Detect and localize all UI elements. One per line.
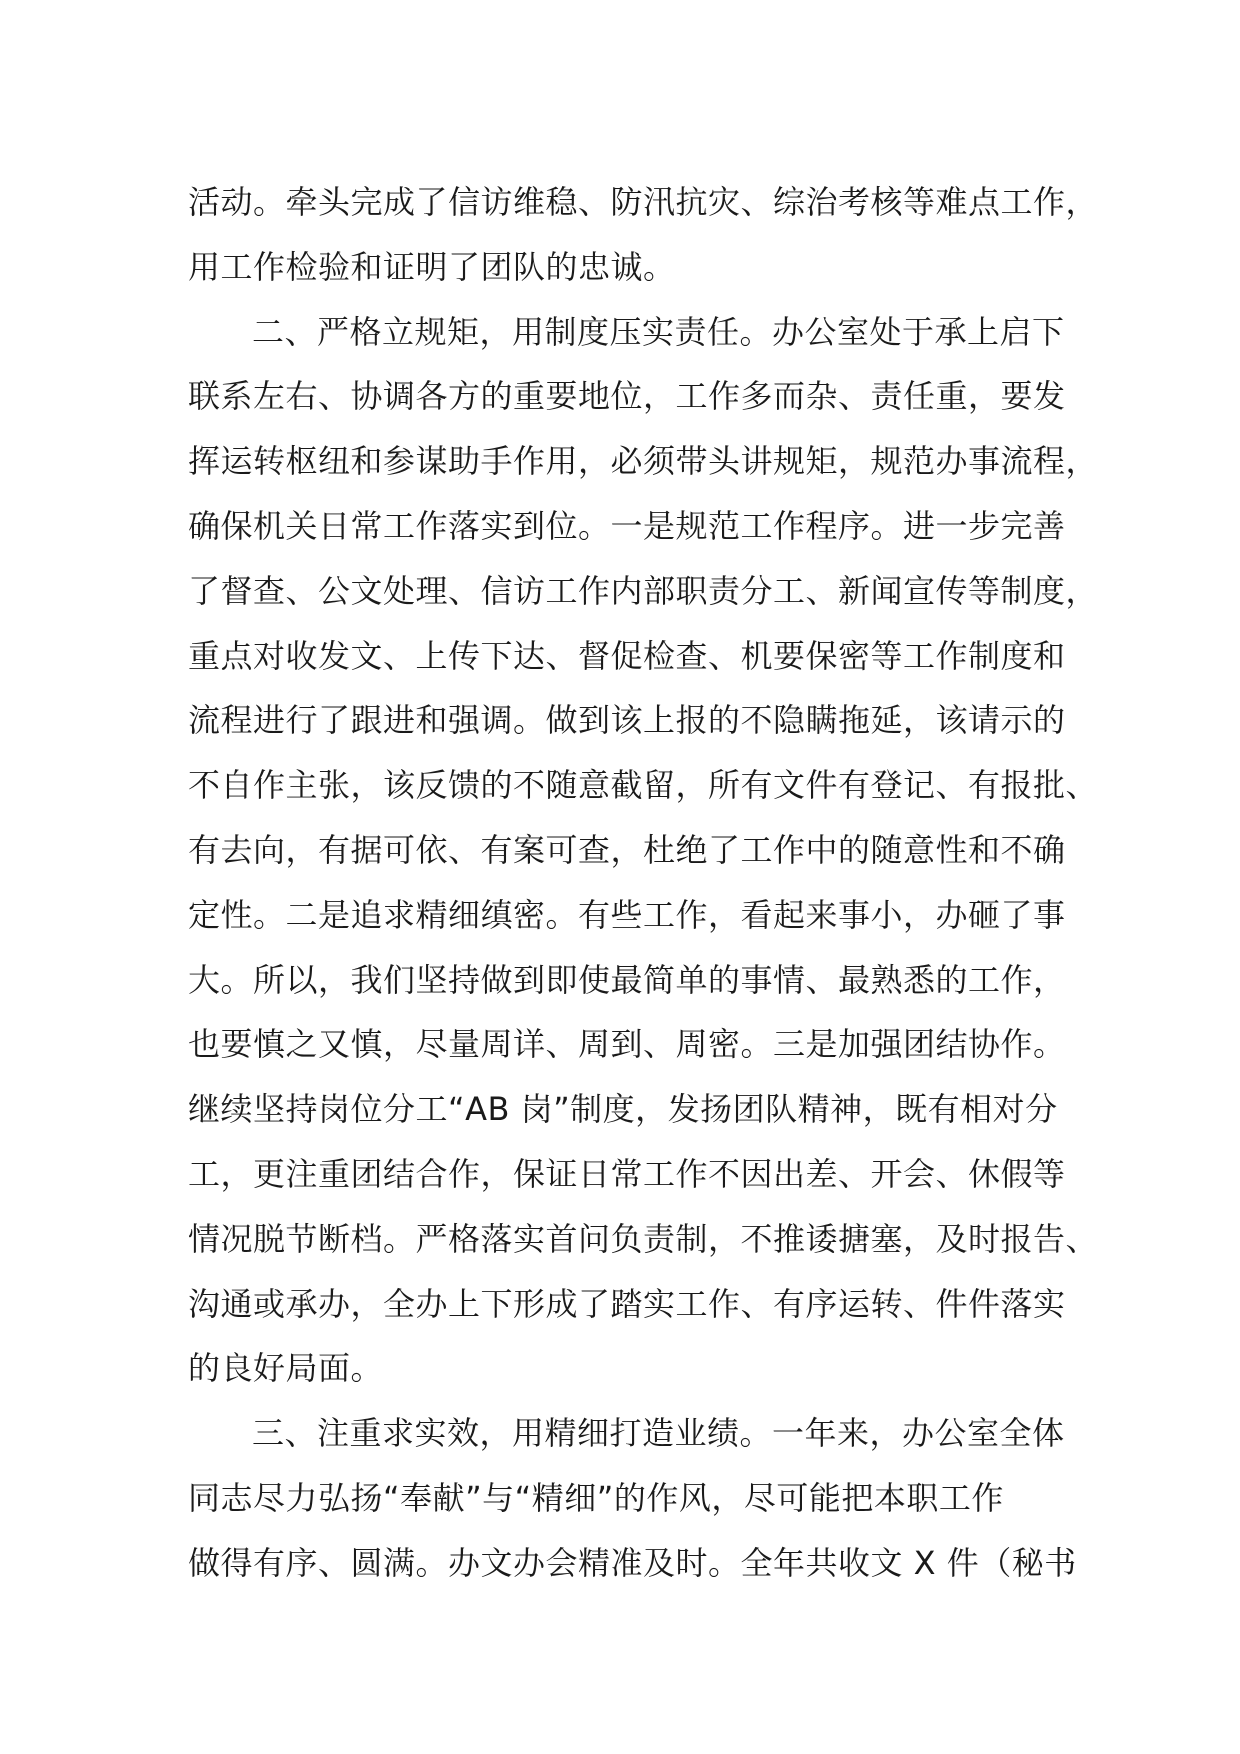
text-line: 同志尽力弘扬“奉献”与“精细”的作风，尽可能把本职工作 (188, 1478, 1004, 1517)
text-line: 的良好局面。 (188, 1349, 384, 1388)
text-line: 确保机关日常工作落实到位。一是规范工作程序。进一步完善 (188, 506, 1066, 545)
text-line: 大。所以，我们坚持做到即使最简单的事情、最熟悉的工作， (188, 960, 1066, 999)
text-line: 活动。牵头完成了信访维稳、防汛抗灾、综治考核等难点工作， (188, 183, 1099, 221)
text-line: 流程进行了跟进和强调。做到该上报的不隐瞒拖延，该请示的 (188, 701, 1066, 740)
document-body (188, 170, 1099, 1596)
text-line: 联系左右、协调各方的重要地位，工作多而杂、责任重，要发 (188, 377, 1066, 416)
section-heading-line: 三、注重求实效，用精细打造业绩。一年来，办公室全体 (252, 1414, 1065, 1453)
text-line: 不自作主张，该反馈的不随意截留，所有文件有登记、有报批、 (188, 766, 1099, 805)
text-line: 情况脱节断档。严格落实首问负责制，不推诿搪塞，及时报告、 (188, 1219, 1099, 1258)
text-line: 也要慎之又慎，尽量周详、周到、周密。三是加强团结协作。 (188, 1025, 1066, 1064)
text-line: 继续坚持岗位分工“AB 岗”制度，发扬团队精神，既有相对分 (188, 1090, 1058, 1129)
text-line: 工，更注重团结合作，保证日常工作不因出差、开会、休假等 (188, 1154, 1066, 1193)
text-line: 沟通或承办，全办上下形成了踏实工作、有序运转、件件落实 (188, 1284, 1066, 1323)
text-line: 了督查、公文处理、信访工作内部职责分工、新闻宣传等制度， (188, 571, 1099, 610)
text-line: 做得有序、圆满。办文办会精准及时。全年共收文 X 件（秘书 (188, 1543, 1077, 1582)
text-line: 重点对收发文、上传下达、督促检查、机要保密等工作制度和 (188, 636, 1066, 675)
text-line: 挥运转枢纽和参谋助手作用，必须带头讲规矩，规范办事流程， (188, 442, 1099, 481)
section-heading-line: 二、严格立规矩，用制度压实责任。办公室处于承上启下 (252, 312, 1065, 351)
text-line: 用工作检验和证明了团队的忠诚。 (188, 247, 676, 286)
text-line: 有去向，有据可依、有案可查，杜绝了工作中的随意性和不确 (188, 830, 1066, 869)
text-line: 定性。二是追求精细缜密。有些工作，看起来事小，办砸了事 (188, 895, 1066, 934)
